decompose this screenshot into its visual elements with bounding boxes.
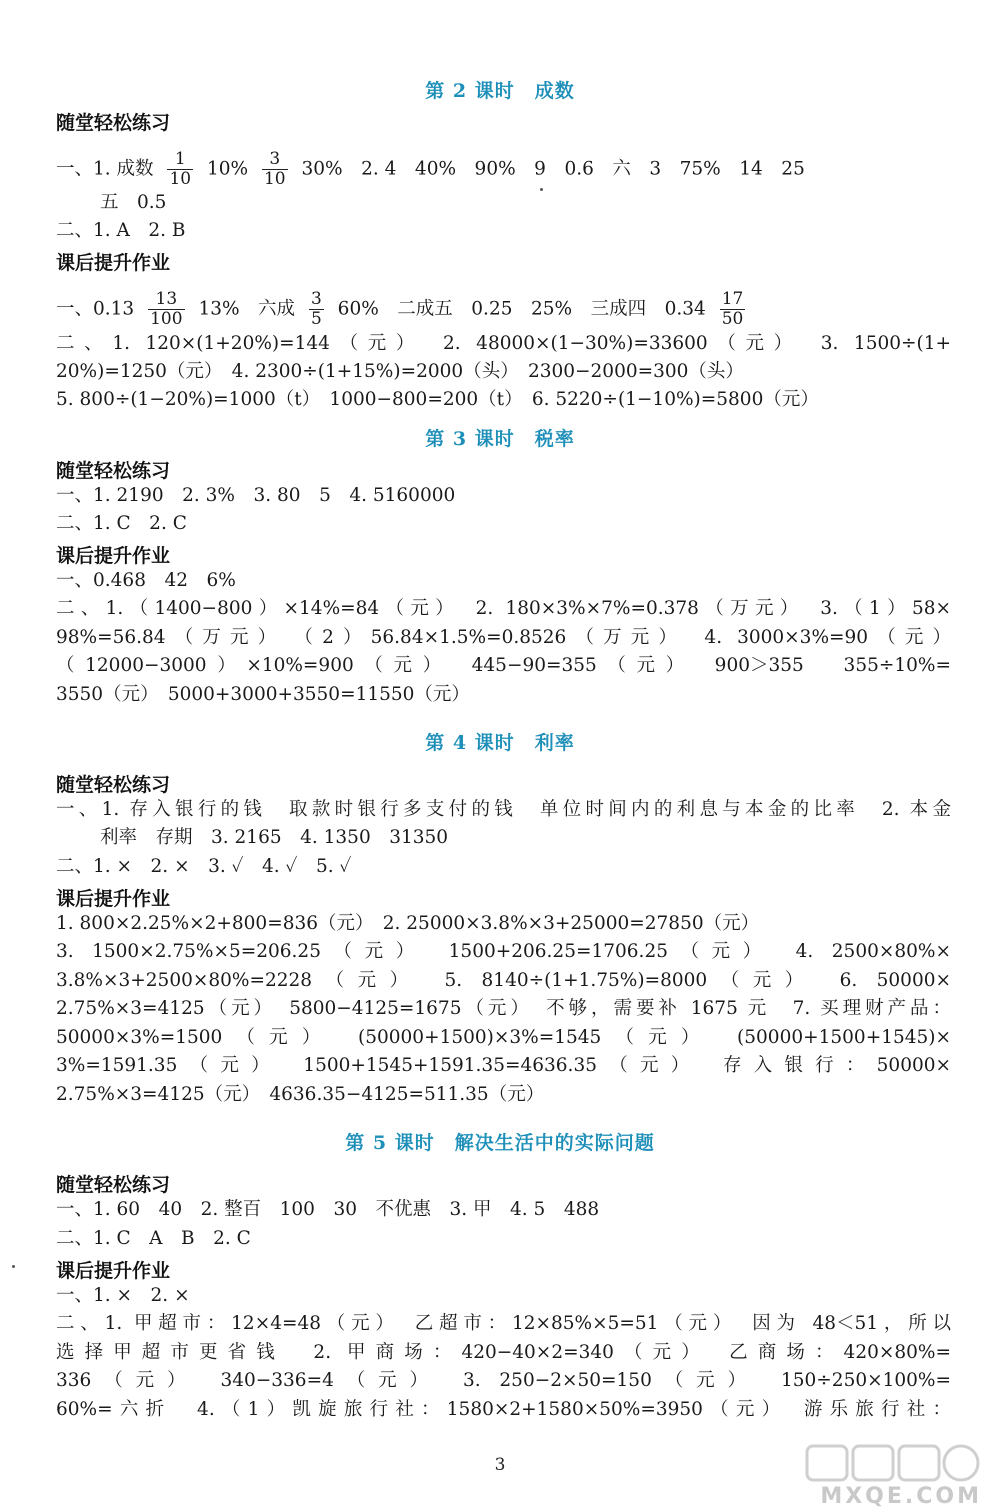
homework-heading: 课后提升作业 — [56, 252, 171, 274]
l5-homework-line-5: 60%=六折 4.（1）凯旋旅行社：1580×2+1580×50%=3950（元） 游乐旅行社： — [56, 1399, 951, 1420]
homework-heading: 课后提升作业 — [56, 545, 171, 567]
l2-homework-line-2: 二、1. 120×(1+20%)=144（元） 2. 48000×(1−30%)=33600（元） 3. 1500÷(1+ — [56, 333, 951, 354]
fraction — [720, 290, 746, 329]
l4-homework-line-3: 3.8%×3+2500×80%=2228（元） 5. 8140÷(1+1.75%)=8000（元） 6. 50000× — [56, 970, 951, 991]
homework-heading: 课后提升作业 — [56, 888, 171, 910]
l3-homework-line-2: 二、1.（1400−800）×14%=84（元） 2. 180×3%×7%=0.378（万元） 3.（1）58× — [56, 598, 951, 619]
denominator: 10 — [169, 169, 192, 189]
text-segment: 13% 六成 — [198, 298, 296, 320]
denominator: 50 — [721, 309, 744, 329]
numerator: 3 — [310, 289, 322, 309]
l3-homework-line-4: （12000−3000）×10%=900（元） 445−90=355（元） 900＞355 355÷10%= — [56, 655, 951, 676]
denominator: 100 — [150, 309, 183, 329]
l4-homework-line-5: 50000×3%=1500（元） (50000+1500)×3%=1545（元） (50000+1500+1545)× — [56, 1027, 951, 1048]
speck-mark — [12, 1265, 15, 1268]
l3-homework-line-1: 一、0.468 42 6% — [56, 570, 236, 591]
l4-practice-line-1: 一、1. 存入银行的钱 取款时银行多支付的钱 单位时间内的利息与本金的比率 2. 本金 — [56, 799, 951, 820]
denominator: 10 — [263, 169, 286, 189]
text-segment: 30% 2. 4 40% 90% 9 0.6 六 3 75% 14 25 — [301, 158, 805, 180]
l2-homework-line-3: 20%)=1250（元） 4. 2300÷(1+15%)=2000（头） 2300−2000=300（头） — [56, 361, 744, 382]
l5-homework-line-4: 336（元） 340−336=4（元） 3. 250−2×50=150（元） 150÷250×100%= — [56, 1370, 951, 1391]
lesson-3-title: 第 3 课时 税率 — [425, 428, 575, 450]
fraction — [167, 150, 193, 189]
page-number: 3 — [494, 1455, 506, 1475]
l2-practice-line-3: 二、1. A 2. B — [56, 220, 186, 241]
l2-homework-line-1 — [56, 290, 951, 329]
numerator: 13 — [148, 290, 184, 310]
l4-homework-line-4: 2.75%×3=4125（元） 5800−4125=1675（元） 不够，需要补 1675 元 7. 买理财产品： — [56, 998, 951, 1019]
numerator: 1 — [167, 150, 193, 170]
fraction — [148, 290, 184, 329]
l3-homework-line-5: 3550（元） 5000+3000+3550=11550（元） — [56, 684, 470, 705]
numerator: 17 — [721, 289, 744, 309]
text-segment: 一、1. 成数 — [56, 158, 154, 180]
speck-mark — [540, 188, 543, 191]
l4-homework-line-1: 1. 800×2.25%×2+800=836（元） 2. 25000×3.8%×3+25000=27850（元） — [56, 913, 760, 934]
practice-heading: 随堂轻松练习 — [56, 1174, 171, 1196]
l5-homework-line-3: 选择甲超市更省钱 2. 甲商场：420−40×2=340（元） 乙商场：420×80%= — [56, 1342, 951, 1363]
l4-homework-line-2: 3. 1500×2.75%×5=206.25（元） 1500+206.25=1706.25（元） 4. 2500×80%× — [56, 941, 951, 962]
practice-heading: 随堂轻松练习 — [56, 112, 171, 134]
numerator: 3 — [262, 150, 288, 170]
lesson-4-title: 第 4 课时 利率 — [425, 732, 575, 754]
l5-homework-line-2: 二、1. 甲超市：12×4=48（元） 乙超市：12×85%×5=51（元） 因为 48＜51，所以 — [56, 1313, 951, 1334]
l4-practice-line-3: 二、1. × 2. × 3. ✓ 4. ✓ 5. ✓ — [56, 856, 352, 877]
lesson-5-title: 第 5 课时 解决生活中的实际问题 — [345, 1132, 655, 1154]
l5-homework-line-1: 一、1. × 2. × — [56, 1285, 190, 1306]
l4-practice-line-2: 利率 存期 3. 2165 4. 1350 31350 — [100, 827, 449, 848]
lesson-2-title: 第 2 课时 成数 — [425, 80, 575, 102]
l5-practice-line-2: 二、1. C A B 2. C — [56, 1228, 251, 1249]
l5-practice-line-1: 一、1. 60 40 2. 整百 100 30 不优惠 3. 甲 4. 5 488 — [56, 1199, 600, 1220]
practice-heading: 随堂轻松练习 — [56, 460, 171, 482]
l3-homework-line-3: 98%=56.84（万元） （2）56.84×1.5%=0.8526（万元） 4. 3000×3%=90（元） — [56, 627, 951, 648]
l3-practice-line-1: 一、1. 2190 2. 3% 3. 80 5 4. 5160000 — [56, 485, 456, 506]
l3-practice-line-2: 二、1. C 2. C — [56, 513, 187, 534]
watermark-text: MXQE.COM — [820, 1484, 982, 1509]
text-segment: 10% — [206, 158, 249, 180]
text-segment: 一、0.13 — [56, 298, 135, 320]
l2-homework-line-4: 5. 800÷(1−20%)=1000（t） 1000−800=200（t） 6. 5220÷(1−10%)=5800（元） — [56, 389, 819, 410]
denominator: 5 — [310, 309, 322, 329]
practice-heading: 随堂轻松练习 — [56, 774, 171, 796]
l2-practice-line-2: 五 0.5 — [100, 192, 167, 213]
text-segment: 60% 二成五 0.25 25% 三成四 0.34 — [337, 298, 706, 320]
fraction — [262, 150, 288, 189]
homework-heading: 课后提升作业 — [56, 1260, 171, 1282]
l2-practice-line-1 — [56, 150, 951, 189]
l4-homework-line-7: 2.75%×3=4125（元） 4636.35−4125=511.35（元） — [56, 1084, 545, 1105]
l4-homework-line-6: 3%=1591.35（元） 1500+1545+1591.35=4636.35（元） 存入银行：50000× — [56, 1055, 951, 1076]
fraction — [309, 290, 324, 329]
